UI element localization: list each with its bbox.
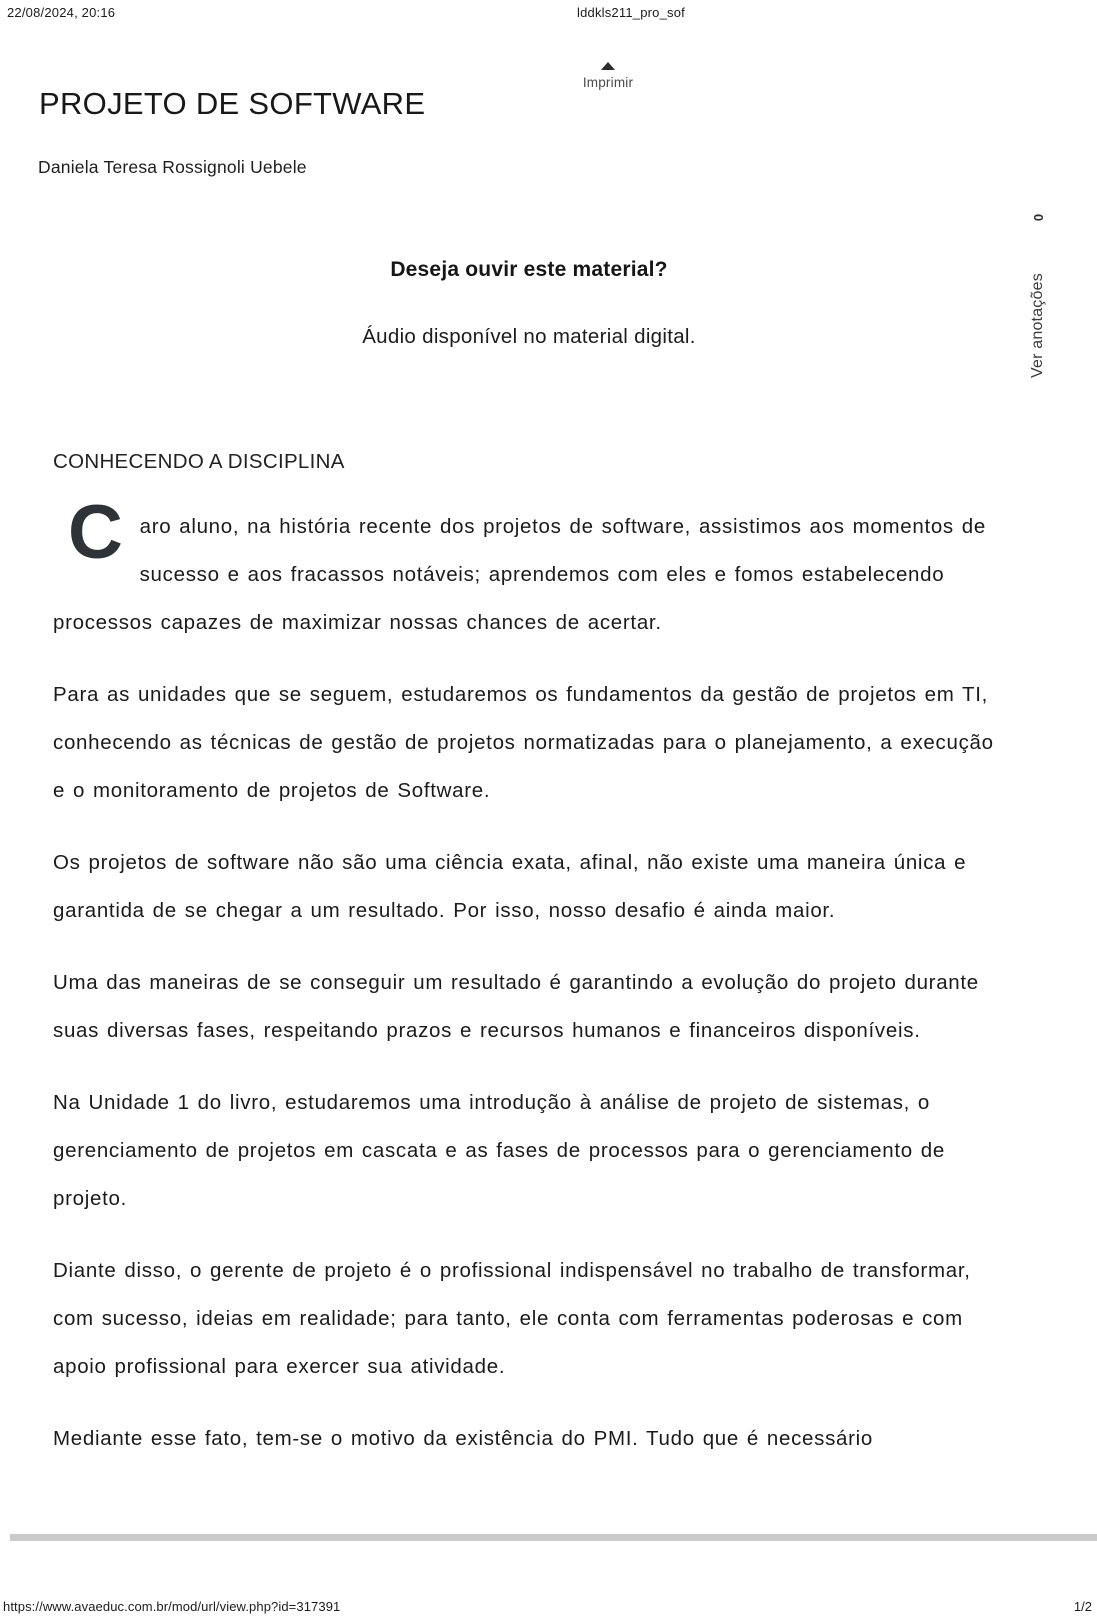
author-name: Daniela Teresa Rossignoli Uebele [38, 157, 307, 177]
audio-prompt-info: Áudio disponível no material digital. [362, 325, 696, 348]
paragraph-text: aro aluno, na história recente dos projetos de software, assistimos aos momentos de sucesso e aos fracassos notáveis; aprendemos com eles e fomos estabelecendo processos capazes de maximizar nossas chances de acertar. [53, 515, 986, 634]
audio-prompt-question: Deseja ouvir este material? [390, 258, 668, 281]
paragraph: Para as unidades que se seguem, estudaremos os fundamentos da gestão de projetos em TI, conhecendo as técnicas de gestão de projetos normatizadas para o planejamento, a execução e o monitoramento de projetos de Software. [53, 683, 994, 802]
view-annotations-label: Ver anotações [1029, 273, 1046, 378]
page-break-divider [10, 1534, 1097, 1541]
view-annotations-tab[interactable] [1026, 178, 1050, 378]
section-heading: CONHECENDO A DISCIPLINA [53, 450, 345, 473]
paragraph: Os projetos de software não são uma ciência exata, afinal, não existe uma maneira única e garantida de se chegar a um resultado. Por isso, nosso desafio é ainda maior. [53, 851, 967, 922]
article-body [53, 449, 1005, 1463]
annotations-count-badge: 0 [1030, 213, 1046, 222]
print-header-doc-id: lddkls211_pro_sof [577, 5, 685, 20]
paragraph [53, 490, 1005, 647]
dropcap-letter: C [68, 490, 124, 575]
paragraph: Uma das maneiras de se conseguir um resultado é garantindo a evolução do projeto durante suas diversas fases, respeitando prazos e recursos humanos e financeiros disponíveis. [53, 971, 979, 1042]
print-header-datetime: 22/08/2024, 20:16 [7, 5, 116, 20]
paragraph: Na Unidade 1 do livro, estudaremos uma introdução à análise de projeto de sistemas, o gerenciamento de projetos em cascata e as fases de processos para o gerenciamento de projeto. [53, 1091, 945, 1210]
print-button[interactable] [568, 62, 648, 90]
print-footer-page-indicator: 1/2 [1073, 1599, 1092, 1614]
paragraph: Mediante esse fato, tem-se o motivo da existência do PMI. Tudo que é necessário [53, 1427, 874, 1450]
print-button-label: Imprimir [582, 75, 634, 90]
paragraph: Diante disso, o gerente de projeto é o profissional indispensável no trabalho de transformar, com sucesso, ideias em realidade; para tanto, ele conta com ferramentas poderosas e com apoio profissional para exercer sua atividade. [53, 1259, 971, 1378]
print-footer-url: https://www.avaeduc.com.br/mod/url/view.php?id=317391 [3, 1599, 341, 1614]
page-title: PROJETO DE SOFTWARE [39, 86, 426, 121]
collapse-arrow-icon [601, 62, 615, 70]
